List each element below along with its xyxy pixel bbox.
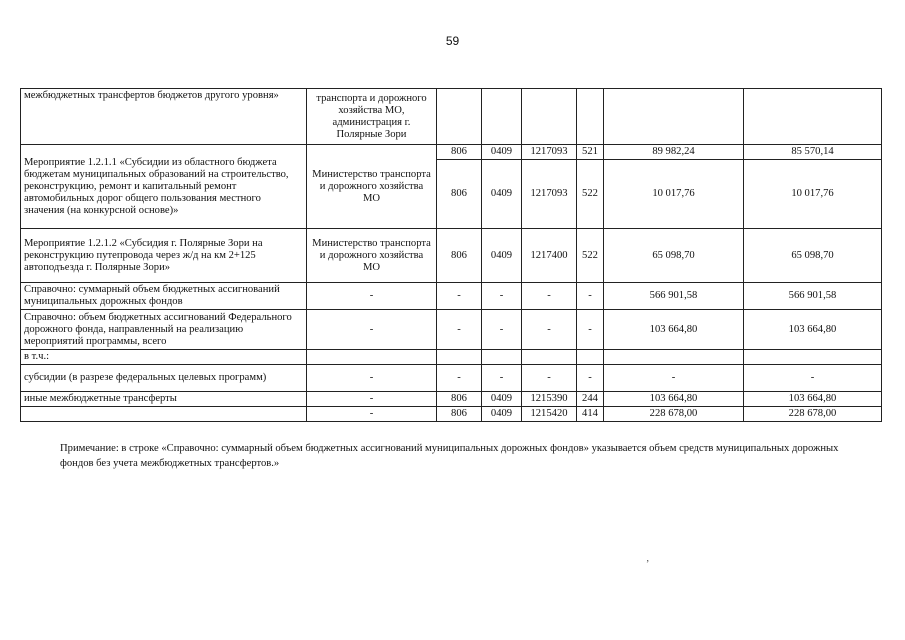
row-rzpr: - (482, 365, 522, 392)
table-row (21, 407, 882, 422)
table-row (21, 310, 882, 350)
row-rzpr: 0409 (482, 407, 522, 422)
row-vr: - (577, 283, 604, 310)
row-rzpr: 0409 (482, 392, 522, 407)
row-value-2015: 103 664,80 (604, 392, 744, 407)
table-row (21, 365, 882, 392)
row-name: Справочно: суммарный объем бюджетных ассигнований муниципальных дорожных фондов (21, 283, 307, 310)
row-grbs: 806 (437, 160, 482, 229)
row-csr (522, 89, 577, 145)
row-grbs (437, 350, 482, 365)
row-csr: 1217093 (522, 160, 577, 229)
row-rzpr: 0409 (482, 145, 522, 160)
row-value-2016: 566 901,58 (744, 283, 882, 310)
row-value-2015: 566 901,58 (604, 283, 744, 310)
row-vr (577, 350, 604, 365)
page-number: 59 (445, 34, 460, 48)
row-csr: - (522, 310, 577, 350)
table-row (21, 350, 882, 365)
row-name: межбюджетных трансфертов бюджетов другого уровня» (21, 89, 307, 145)
row-vr: 414 (577, 407, 604, 422)
row-value-2015: 10 017,76 (604, 160, 744, 229)
table-row (21, 283, 882, 310)
row-name: Мероприятие 1.2.1.1 «Субсидии из областного бюджета бюджетам муниципальных образований на строительство, реконструкцию, ремонт и капитальный ремонт автомобильных дорог общего пользования местного значения (на конкурсной основе)» (21, 145, 307, 229)
row-rzpr (482, 350, 522, 365)
row-executor: транспорта и дорожного хозяйства МО, администрация г. Полярные Зори (307, 89, 437, 145)
row-value-2015: 228 678,00 (604, 407, 744, 422)
row-csr: 1215420 (522, 407, 577, 422)
row-rzpr: - (482, 283, 522, 310)
row-csr: 1215390 (522, 392, 577, 407)
row-value-2015: - (604, 365, 744, 392)
row-executor: - (307, 310, 437, 350)
row-grbs: - (437, 310, 482, 350)
row-csr: - (522, 365, 577, 392)
table-row (21, 392, 882, 407)
row-value-2016: 10 017,76 (744, 160, 882, 229)
row-grbs (437, 89, 482, 145)
row-executor: - (307, 365, 437, 392)
row-grbs: - (437, 365, 482, 392)
row-executor: - (307, 407, 437, 422)
row-value-2015: 103 664,80 (604, 310, 744, 350)
row-value-2016 (744, 89, 882, 145)
row-executor: Министерство транспорта и дорожного хозяйства МО (307, 145, 437, 229)
row-value-2016 (744, 350, 882, 365)
row-grbs: 806 (437, 145, 482, 160)
row-vr (577, 89, 604, 145)
row-value-2015 (604, 350, 744, 365)
row-executor: - (307, 283, 437, 310)
row-value-2016: 103 664,80 (744, 310, 882, 350)
row-vr: 244 (577, 392, 604, 407)
row-name: Мероприятие 1.2.1.2 «Субсидия г. Полярные Зори на реконструкцию путепровода через ж/д на км 2+125 автоподъезда г. Полярные Зори» (21, 229, 307, 283)
footnote: Примечание: в строке «Справочно: суммарный объем бюджетных ассигнований муниципальных дорожных фондов» указывается объем средств муниципальных дорожных фондов без учета межбюджетных трансфертов.» (60, 443, 839, 469)
stray-mark: ‚ (646, 553, 650, 564)
row-csr (522, 350, 577, 365)
row-rzpr (482, 89, 522, 145)
row-vr: - (577, 365, 604, 392)
row-csr: 1217093 (522, 145, 577, 160)
row-value-2015: 89 982,24 (604, 145, 744, 160)
row-name: субсидии (в разрезе федеральных целевых программ) (21, 365, 307, 392)
table-row (21, 229, 882, 283)
row-name: Справочно: объем бюджетных ассигнований Федерального дорожного фонда, направленный на реализацию мероприятий программы, всего (21, 310, 307, 350)
row-name: в т.ч.: (21, 350, 307, 365)
row-value-2015 (604, 89, 744, 145)
row-value-2016: 103 664,80 (744, 392, 882, 407)
row-grbs: 806 (437, 407, 482, 422)
budget-table (20, 88, 882, 422)
row-grbs: 806 (437, 229, 482, 283)
row-vr: 521 (577, 145, 604, 160)
row-vr: 522 (577, 229, 604, 283)
table-row (21, 145, 882, 160)
row-executor (307, 350, 437, 365)
row-executor: Министерство транспорта и дорожного хозяйства МО (307, 229, 437, 283)
row-rzpr: 0409 (482, 160, 522, 229)
row-name (21, 407, 307, 422)
row-value-2015: 65 098,70 (604, 229, 744, 283)
row-grbs: 806 (437, 392, 482, 407)
row-grbs: - (437, 283, 482, 310)
row-vr: 522 (577, 160, 604, 229)
row-value-2016: 85 570,14 (744, 145, 882, 160)
row-executor: - (307, 392, 437, 407)
table-row (21, 89, 882, 145)
row-vr: - (577, 310, 604, 350)
row-value-2016: 228 678,00 (744, 407, 882, 422)
row-rzpr: - (482, 310, 522, 350)
row-csr: - (522, 283, 577, 310)
row-rzpr: 0409 (482, 229, 522, 283)
row-value-2016: - (744, 365, 882, 392)
row-value-2016: 65 098,70 (744, 229, 882, 283)
row-name: иные межбюджетные трансферты (21, 392, 307, 407)
row-csr: 1217400 (522, 229, 577, 283)
